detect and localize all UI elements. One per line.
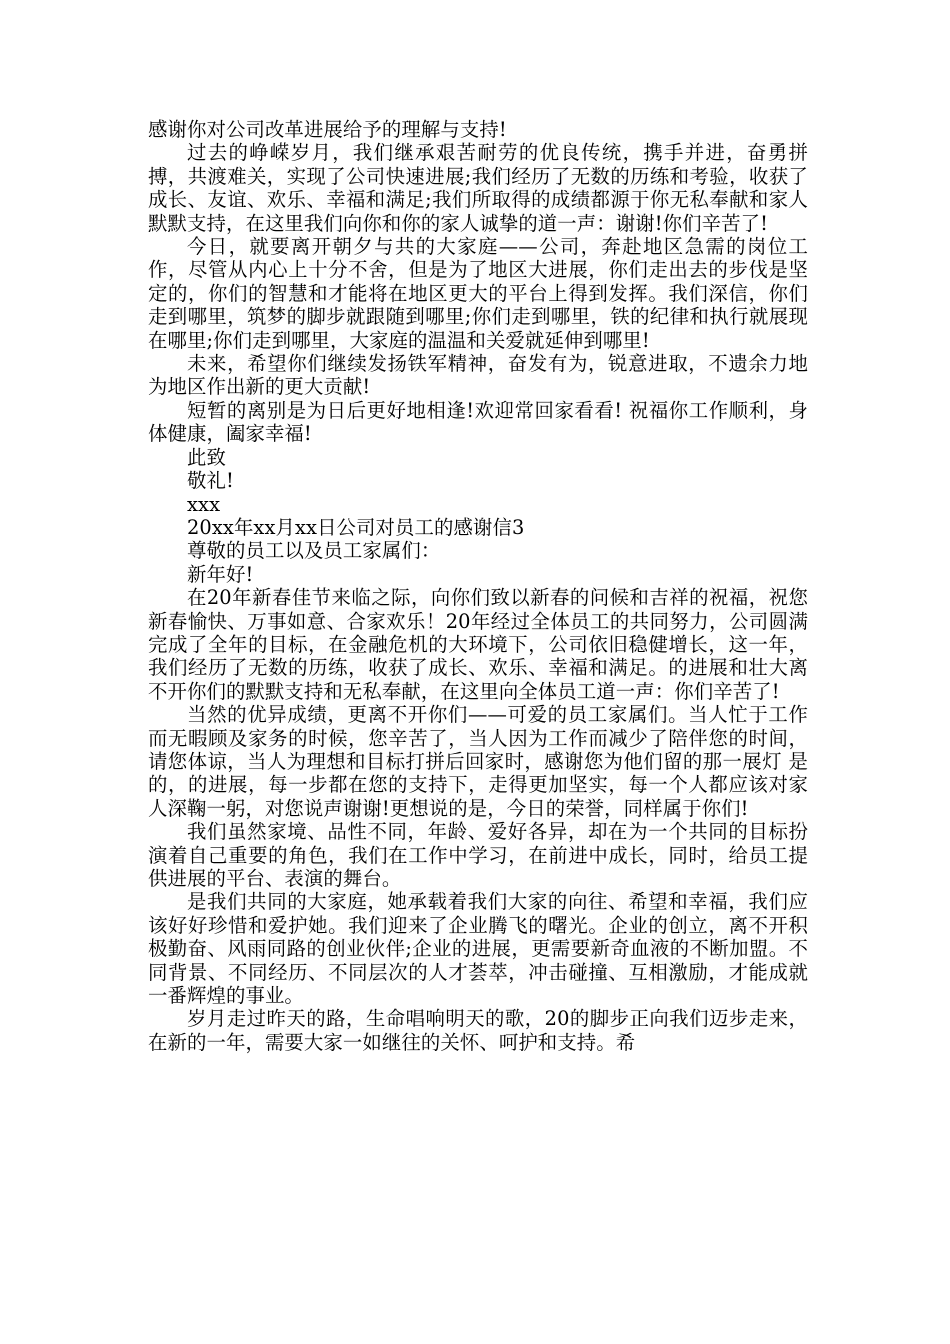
letter-body <box>148 118 808 1054</box>
paragraph: 过去的峥嵘岁月，我们继承艰苦耐劳的优良传统，携手并进，奋勇拼搏，共渡难关，实现了公司快速进展;我们经历了无数的历练和考验，收获了成长、友谊、欢乐、幸福和满足;我们所取得的成绩都源于你无私奉献和家人默默支持，在这里我们向你和你的家人诚挚的道一声：谢谢!你们辛苦了! <box>148 141 808 235</box>
paragraph: 当然的优异成绩，更离不开你们——可爱的员工家属们。当人忙于工作而无暇顾及家务的时候，您辛苦了，当人因为工作而减少了陪伴您的时间，请您体谅，当人为理想和目标打拼后回家时，感谢您为他们留的那一展灯 是的，的进展，每一步都在您的支持下，走得更加坚实，每一个人都应该对家人深鞠一躬，对您说声谢谢!更想说的是，今日的荣誉，同样属于你们! <box>148 703 808 820</box>
greeting: 尊敬的员工以及员工家属们： <box>187 539 441 563</box>
paragraph: 在20年新春佳节来临之际，向你们致以新春的问候和吉祥的祝福，祝您新春愉快、万事如意、合家欢乐！20年经过全体员工的共同努力，公司圆满完成了全年的目标，在金融危机的大环境下，公司依旧稳健增长，这一年，我们经历了无数的历练，收获了成长、欢乐、幸福和满足。的进展和壮大离不开你们的默默支持和无私奉献，在这里向全体员工道一声：你们辛苦了! <box>148 586 808 703</box>
closing-salutation: 此致 <box>187 445 226 469</box>
signature: xxx <box>187 492 221 516</box>
paragraph: 岁月走过昨天的路，生命唱响明天的歌，20的脚步正向我们迈步走来，在新的一年，需要大家一如继往的关怀、呵护和支持。希 <box>148 1007 808 1054</box>
new-year-greeting: 新年好! <box>187 562 254 586</box>
paragraph: 未来，希望你们继续发扬铁军精神，奋发有为，锐意进取，不遗余力地为地区作出新的更大贡献! <box>148 352 808 399</box>
paragraph: 我们虽然家境、品性不同，年龄、爱好各异，却在为一个共同的目标扮演着自己重要的角色，我们在工作中学习，在前进中成长，同时，给员工提供进展的平台、表演的舞台。 <box>148 820 808 890</box>
paragraph: 感谢你对公司改革进展给予的理解与支持! <box>148 118 507 141</box>
closing-regards: 敬礼! <box>187 469 234 493</box>
paragraph: 短暂的离别是为日后更好地相逢!欢迎常回家看看! 祝福你工作顺利，身体健康，阖家幸福! <box>148 398 808 446</box>
paragraph: 今日，就要离开朝夕与共的大家庭——公司，奔赴地区急需的岗位工作，尽管从内心上十分不舍，但是为了地区大进展，你们走出去的步伐是坚定的，你们的智慧和才能将在地区更大的平台上得到发挥。我们深信，你们走到哪里，筑梦的脚步就跟随到哪里;你们走到哪里，铁的纪律和执行就展现在哪里;你们走到哪里，大家庭的温温和关爱就延伸到哪里! <box>148 235 808 352</box>
paragraph: 是我们共同的大家庭，她承载着我们大家的向往、希望和幸福，我们应该好好珍惜和爱护她。我们迎来了企业腾飞的曙光。企业的创立，离不开积极勤奋、风雨同路的创业伙伴;企业的进展，更需要新奇血液的不断加盟。不同背景、不同经历、不同层次的人才荟萃，冲击碰撞、互相激励，才能成就一番辉煌的事业。 <box>148 890 808 1008</box>
date-and-title: 20xx年xx月xx日公司对员工的感谢信3 <box>187 515 525 539</box>
